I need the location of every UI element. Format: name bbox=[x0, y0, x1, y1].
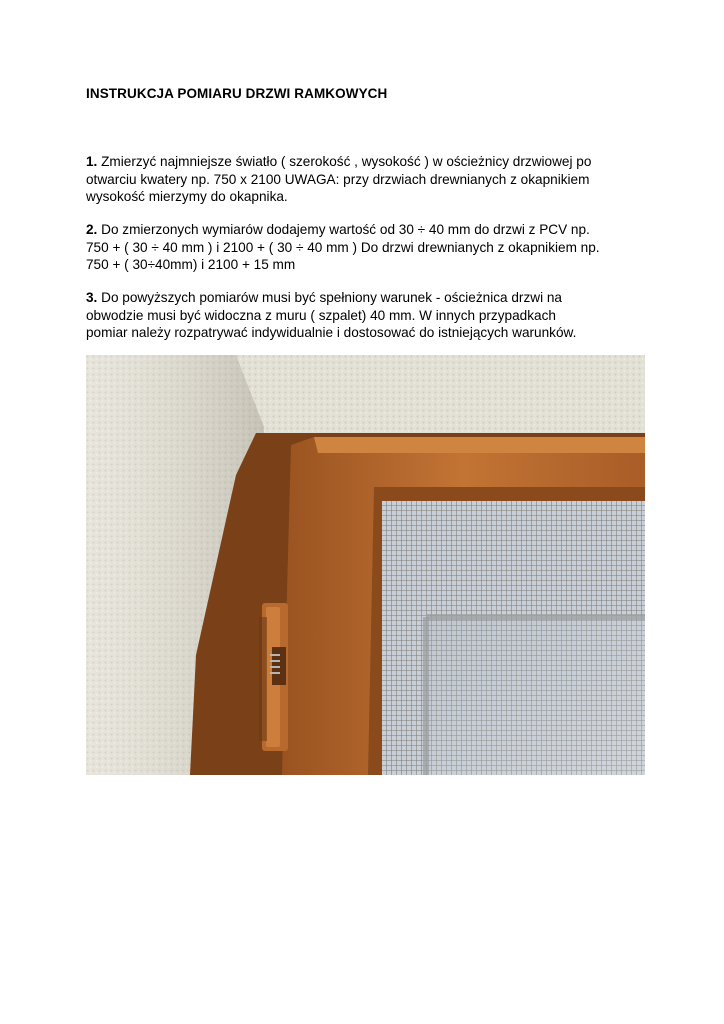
step-2-line-2: 750 + ( 30 ÷ 40 mm ) i 2100 + ( 30 ÷ 40 mm ) Do drzwi drewnianych z okapnikiem np. bbox=[86, 239, 600, 255]
instruction-step-3 bbox=[86, 289, 646, 342]
hinge bbox=[259, 603, 288, 751]
step-1-line-2: otwarciu kwatery np. 750 x 2100 UWAGA: przy drzwiach drewnianych z okapnikiem bbox=[86, 171, 590, 187]
instruction-step-1 bbox=[86, 153, 646, 206]
step-2-line-1 bbox=[86, 221, 646, 239]
step-3-line-2: obwodzie musi być widoczna z muru ( szpalet) 40 mm. W innych przypadkach bbox=[86, 307, 556, 323]
door-frame-photo-drawing bbox=[86, 355, 645, 775]
step-3-line-3: pomiar należy rozpatrywać indywidualnie i dostosować do istniejących warunków. bbox=[86, 325, 577, 340]
step-3-number: 3. bbox=[86, 290, 98, 305]
step-2-text-1: Do zmierzonych wymiarów dodajemy wartość od 30 ÷ 40 mm do drzwi z PCV np. bbox=[97, 222, 590, 237]
step-2-number: 2. bbox=[86, 222, 98, 237]
step-1-line-3: wysokość mierzymy do okapnika. bbox=[86, 189, 288, 204]
door-frame-photo bbox=[86, 355, 645, 775]
step-1-number: 1. bbox=[86, 154, 98, 169]
step-3-line-1 bbox=[86, 289, 646, 307]
document-title: INSTRUKCJA POMIARU DRZWI RAMKOWYCH bbox=[86, 86, 388, 101]
step-1-text-1: Zmierzyć najmniejsze światło ( szerokość , wysokość ) w ościeżnicy drzwiowej po bbox=[97, 154, 592, 169]
step-2-line-3: 750 + ( 30÷40mm) i 2100 + 15 mm bbox=[86, 257, 296, 272]
step-1-line-1 bbox=[86, 153, 646, 171]
step-3-text-1: Do powyższych pomiarów musi być spełniony warunek - ościeżnica drzwi na bbox=[97, 290, 562, 305]
instruction-step-2 bbox=[86, 221, 646, 274]
